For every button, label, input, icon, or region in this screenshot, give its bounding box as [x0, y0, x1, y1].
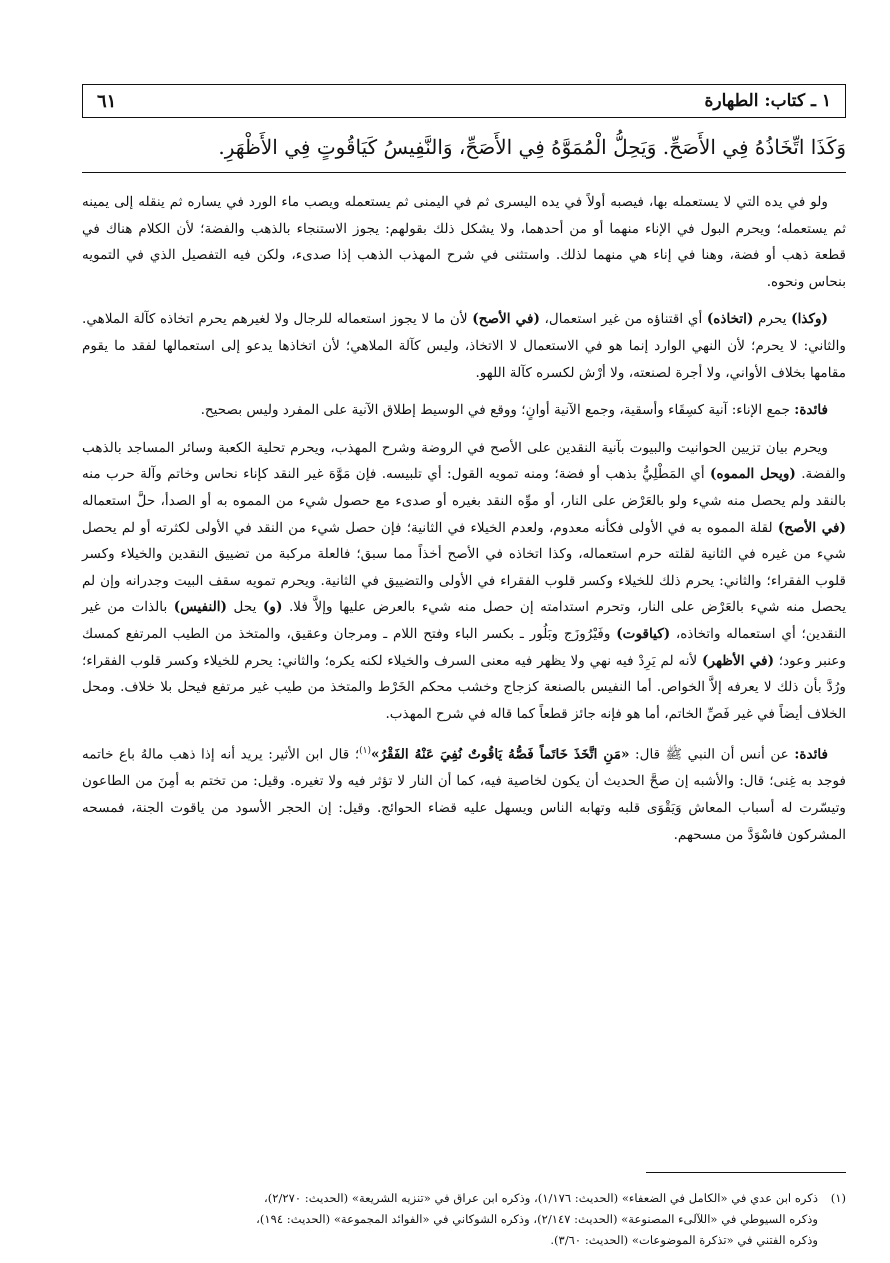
running-header: [82, 84, 846, 118]
matn-term: (ويحل المموه): [710, 466, 796, 483]
matn-term: (و): [262, 599, 283, 616]
paragraph-text: لأن ما لا يجوز استعماله للرجال ولا لغيرهم يحرم اتخاذه كآلة الملاهي. والثاني: لا يحرم؛ لأن النهي الوارد إنما هو في الاستعمال لا الاتخاذ، وليس كآلة الملاهي؛ لأن اتخاذها يدعو إلى استعمالها لفقد ما يقوم مقامها بخلاف الأواني، ولا أجرة لصنعته، ولا أرْش لكسره كآلة اللهو.: [82, 311, 846, 381]
paragraph: [82, 306, 846, 386]
paragraph: [82, 435, 846, 728]
footnote-text: وذكره الفتني في «تذكرة الموضوعات» (الحديث: ٣/٦٠).: [550, 1233, 818, 1247]
footnote-separator-wrap: [82, 1172, 846, 1173]
header-title: ١ ـ كتاب: الطهارة: [704, 91, 831, 111]
paragraph-text: ويحرم بيان تزيين الحوانيت والبيوت بآنية النقدين على الأصح في الروضة وشرح المهذب، ويحرم تحلية الكعبة وسائر المساجد بالذهب والفضة.: [82, 439, 846, 483]
matn-term: (كياقوت): [616, 625, 671, 642]
matn-term: (في الأظهر): [702, 652, 775, 669]
commentary: [82, 189, 846, 848]
footnote-line: [82, 1230, 846, 1251]
paragraph-text: بالذات من غير النقدين؛ أي استعماله واتخاذه،: [82, 599, 846, 642]
paragraph-text: أي المَطْلِيُّ بذهب أو فضة؛ ومنه تمويه القول: أي تلبيسه. فإن مَوَّهَ غير النقد كإناء نحاس وخاتم وآلة حرب منه بالنقد ولم يحصل منه شيء ولو بالعَرْض على النار، أو موِّه النقد بغيره أو صدىء مع حصول شيء من المموه به أو الصدأ، حلَّ استعماله: [82, 466, 846, 509]
paragraph-text: لأنه لم يَرِدْ فيه نهي ولا يظهر فيه معنى السرف والخيلاء لكنه يكره؛ والثاني: يحرم للخيلاء وكسر قلوب الفقراء؛ ورُدَّ بأن ذلك لا يعرفه إلاَّ الخواص. أما النفيس بالصنعة كزجاج وخشب محكم الخَرْط والمتخذ من طيب غير مرتفع فيحل بلا خلاف. ومحل الخلاف أيضاً في غير فَصِّ الخاتم، أما هو فإنه جائز قطعاً كما قاله في شرح المهذب.: [82, 652, 846, 722]
paragraph-text: ولو في يده التي لا يستعمله بها، فيصبه أولاً في يده اليسرى ثم في اليمنى ثم يستعمله ويصب ماء الورد في يساره ثم ينقله إلى يمينه ثم يستعمله؛ ويحرم البول في الإناء منهما أو من أحدهما، ولا يشكل ذلك بقولهم: يجوز الاستنجاء بالذهب والفضة؛ لأن الكلام هناك في قطعة ذهب أو فضة، وهنا في إناء هي منهما لذلك. واستثنى في شرح المهذب الذهب إذا صدىء، ولكن فيه التفصيل الذي في التمويه بنحاس ونحوه.: [82, 194, 846, 290]
footnote-separator: [646, 1172, 846, 1173]
paragraph: [82, 738, 846, 848]
footnotes: [82, 1188, 846, 1251]
matn-text: وَكَذَا اتِّخَاذُهُ فِي الأَصَحِّ. وَيَحِلُّ الْمُمَوَّهُ فِي الأَصَحِّ، وَالنَّفِيسُ كَيَاقُوتٍ فِي الأَظْهَرِ.: [82, 126, 846, 173]
page-number: ٦١: [97, 90, 117, 112]
paragraph-text: وفَيْرُوزَج وبَلُور ـ بكسر الباء وفتح اللام ـ ومرجان وعقيق، والمتخذ من الطيب المرتفع كمسك وعنبر وعود؛: [82, 625, 846, 669]
paragraph-text: لقلة المموه به في الأولى فكأنه معدوم، ولعدم الخيلاء في الثانية؛ فإن حصل شيء من النقد في الأولى لكثرته أو لم يحصل شيء من غيره في الثانية لقلته حرم استعماله، وكذا اتخاذه في الأصح أخذاً مما سبق؛ فالعلة مركبة من تضييق النقدين والخيلاء وكسر قلوب الفقراء؛ والثاني: يحرم ذلك للخيلاء وكسر قلوب الفقراء في الأولى والتضييق في الثانية. ويحرم تمويه سقف البيت وجدرانه وإن لم يحصل منه شيء بالعَرْض على النار، وتحرم استدامته إن حصل منه شيء بالعرض عليها وإلاَّ فلا.: [82, 519, 846, 616]
paragraph-text: يحرم: [753, 311, 792, 328]
page-body: [82, 84, 846, 859]
paragraph-text: أي اقتناؤه من غير استعمال،: [539, 311, 707, 328]
footnote-line: [82, 1188, 846, 1209]
note-label: فائدة:: [794, 402, 828, 419]
hadith-quote: «مَنِ اتَّخَذَ خَاتَماً فَصُّهُ يَاقُوتٌ نُفِيَ عَنْهُ الفَقْرُ»: [371, 746, 630, 763]
matn-term: (في الأصح): [777, 519, 846, 536]
note-label: فائدة:: [794, 746, 829, 763]
paragraph: [82, 397, 846, 424]
paragraph-text: عن أنس أن النبي ﷺ قال:: [629, 746, 795, 763]
matn-term: (النفيس): [173, 599, 227, 616]
footnote-reference[interactable]: (١): [359, 746, 372, 757]
paragraph-text: ؛ قال ابن الأثير: يريد أنه إذا ذهب مالهُ باع خاتمه فوجد به غِنى؛ قال: والأشبه إن صحَّ الحديث أن يكون لخاصية فيه، كما أن النار لا تؤثر فيه ولا تغيره. وقيل: من تختم به أمِنَ من الطاعون وتيسّرت له أسباب المعاش وَيَقْوَى قلبه وتهابه الناس ويسهل عليه قضاء الحوائج. وقيل: إن الحجر الأسود من ياقوت الجنة، فمسحه المشركون فاسْوَدَّ من مسحهم.: [82, 746, 846, 843]
matn-term: (اتخاذه): [706, 311, 754, 328]
footnote-text: ذكره ابن عدي في «الكامل في الضعفاء» (الحديث: ١/١٧٦)، وذكره ابن عراق في «تنزيه الشريعة» (الحديث: ٢/٢٧٠)،: [264, 1191, 818, 1205]
paragraph-text: يحل: [227, 599, 263, 616]
paragraph: [82, 189, 846, 295]
matn-term: (في الأصح): [472, 311, 540, 328]
paragraph-text: جمع الإناء: آنية كسِقَاء وأسقية، وجمع الآنية أوانٍ؛ ووقع في الوسيط إطلاق الآنية على المفرد وليس بصحيح.: [200, 402, 795, 419]
footnote-line: [82, 1209, 846, 1230]
footnote-number: (١): [830, 1191, 846, 1205]
matn-term: (وكذا): [791, 311, 828, 328]
footnote-text: وذكره السيوطي في «اللآلىء المصنوعة» (الحديث: ٢/١٤٧)، وذكره الشوكاني في «الفوائد المجموعة» (الحديث: ١٩٤)،: [256, 1212, 818, 1226]
